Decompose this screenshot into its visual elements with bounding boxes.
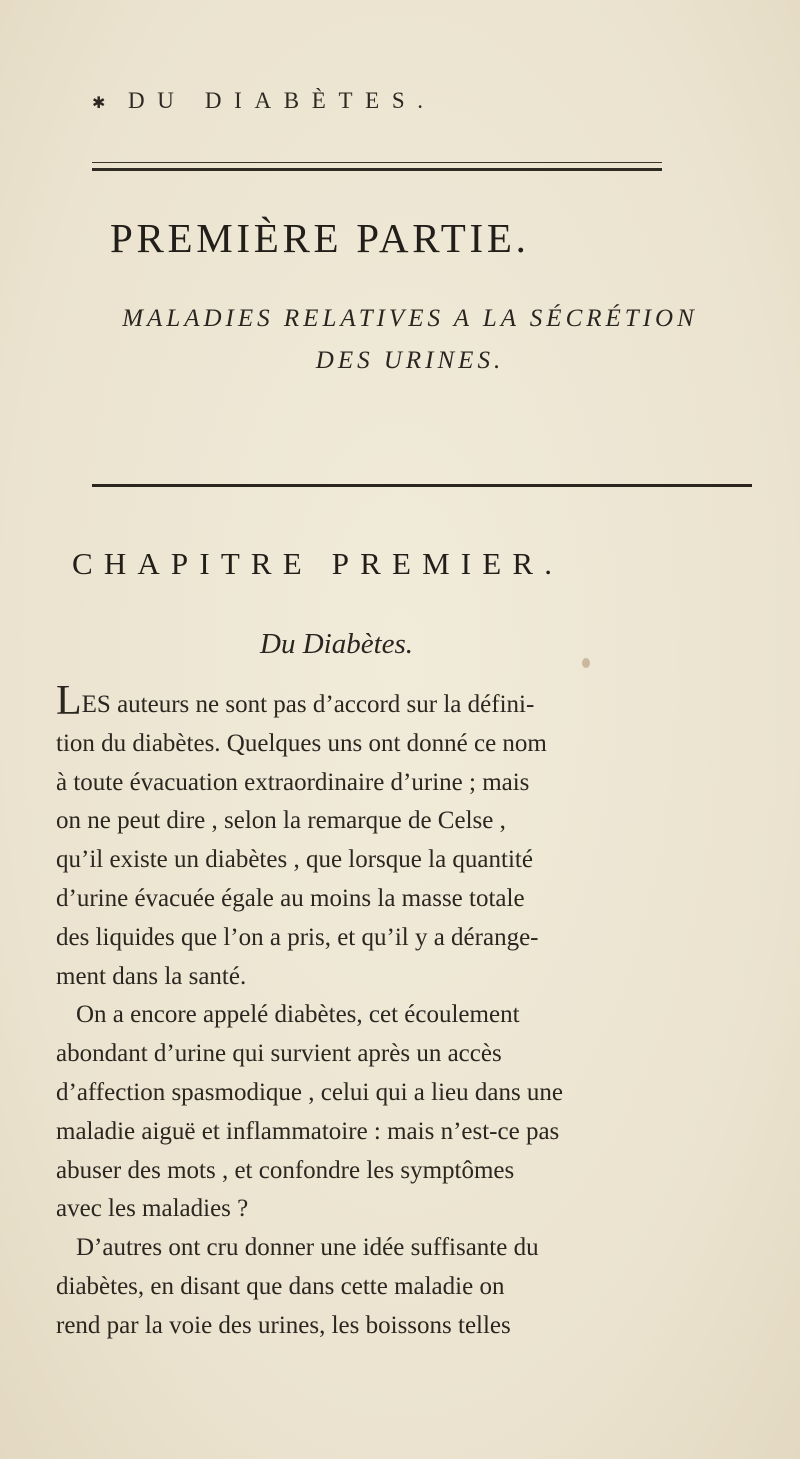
text-line: d’affection spasmodique , celui qui a lieu dans une [56, 1078, 564, 1106]
text-line: on ne peut dire , selon la remarque de Celse , [56, 807, 506, 835]
text-line: On a encore appelé diabètes, cet écoulement [76, 1001, 520, 1029]
chapter-subtitle: Du Diabètes. [260, 628, 414, 660]
printer-mark: ✱ [92, 94, 106, 112]
text-line: ment dans la santé. [56, 962, 247, 990]
text-line: D’autres ont cru donner une idée suffisante du [76, 1234, 539, 1262]
chapter-title: CHAPITRE PREMIER. [72, 546, 564, 581]
text-line: abondant d’urine qui survient après un accès [56, 1040, 502, 1068]
section-title-line-1: MALADIES RELATIVES A LA SÉCRÉTION [122, 305, 698, 332]
text-line: qu’il existe un diabètes , que lorsque la quantité [56, 846, 533, 874]
part-title: PREMIÈRE PARTIE. [110, 215, 530, 261]
text-line: des liquides que l’on a pris, et qu’il y a dérange- [56, 923, 539, 951]
header-rule-thick [92, 168, 662, 171]
text-line: maladie aiguë et inflammatoire : mais n’est-ce pas [56, 1117, 560, 1145]
header-rule-thin [92, 162, 662, 163]
text-line: avec les maladies ? [56, 1195, 249, 1223]
text-line: LES auteurs ne sont pas d’accord sur la défini- [56, 678, 535, 724]
running-head [92, 88, 712, 114]
drop-cap: L [56, 678, 82, 724]
text-line: rend par la voie des urines, les boissons telles [56, 1311, 511, 1339]
ink-speck [582, 658, 590, 668]
text-line: à toute évacuation extraordinaire d’urine ; mais [56, 768, 530, 796]
running-head-text: DU DIABÈTES. [128, 88, 436, 113]
text-line: tion du diabètes. Quelques uns ont donné ce nom [56, 729, 547, 757]
text-line: abuser des mots , et confondre les symptômes [56, 1156, 515, 1184]
section-title-line-2: DES URINES. [315, 347, 505, 374]
section-rule [92, 484, 752, 487]
text-line: diabètes, en disant que dans cette maladie on [56, 1272, 505, 1300]
text-line: d’urine évacuée égale au moins la masse totale [56, 884, 525, 912]
section-title [90, 298, 730, 382]
body-text [56, 678, 756, 1346]
